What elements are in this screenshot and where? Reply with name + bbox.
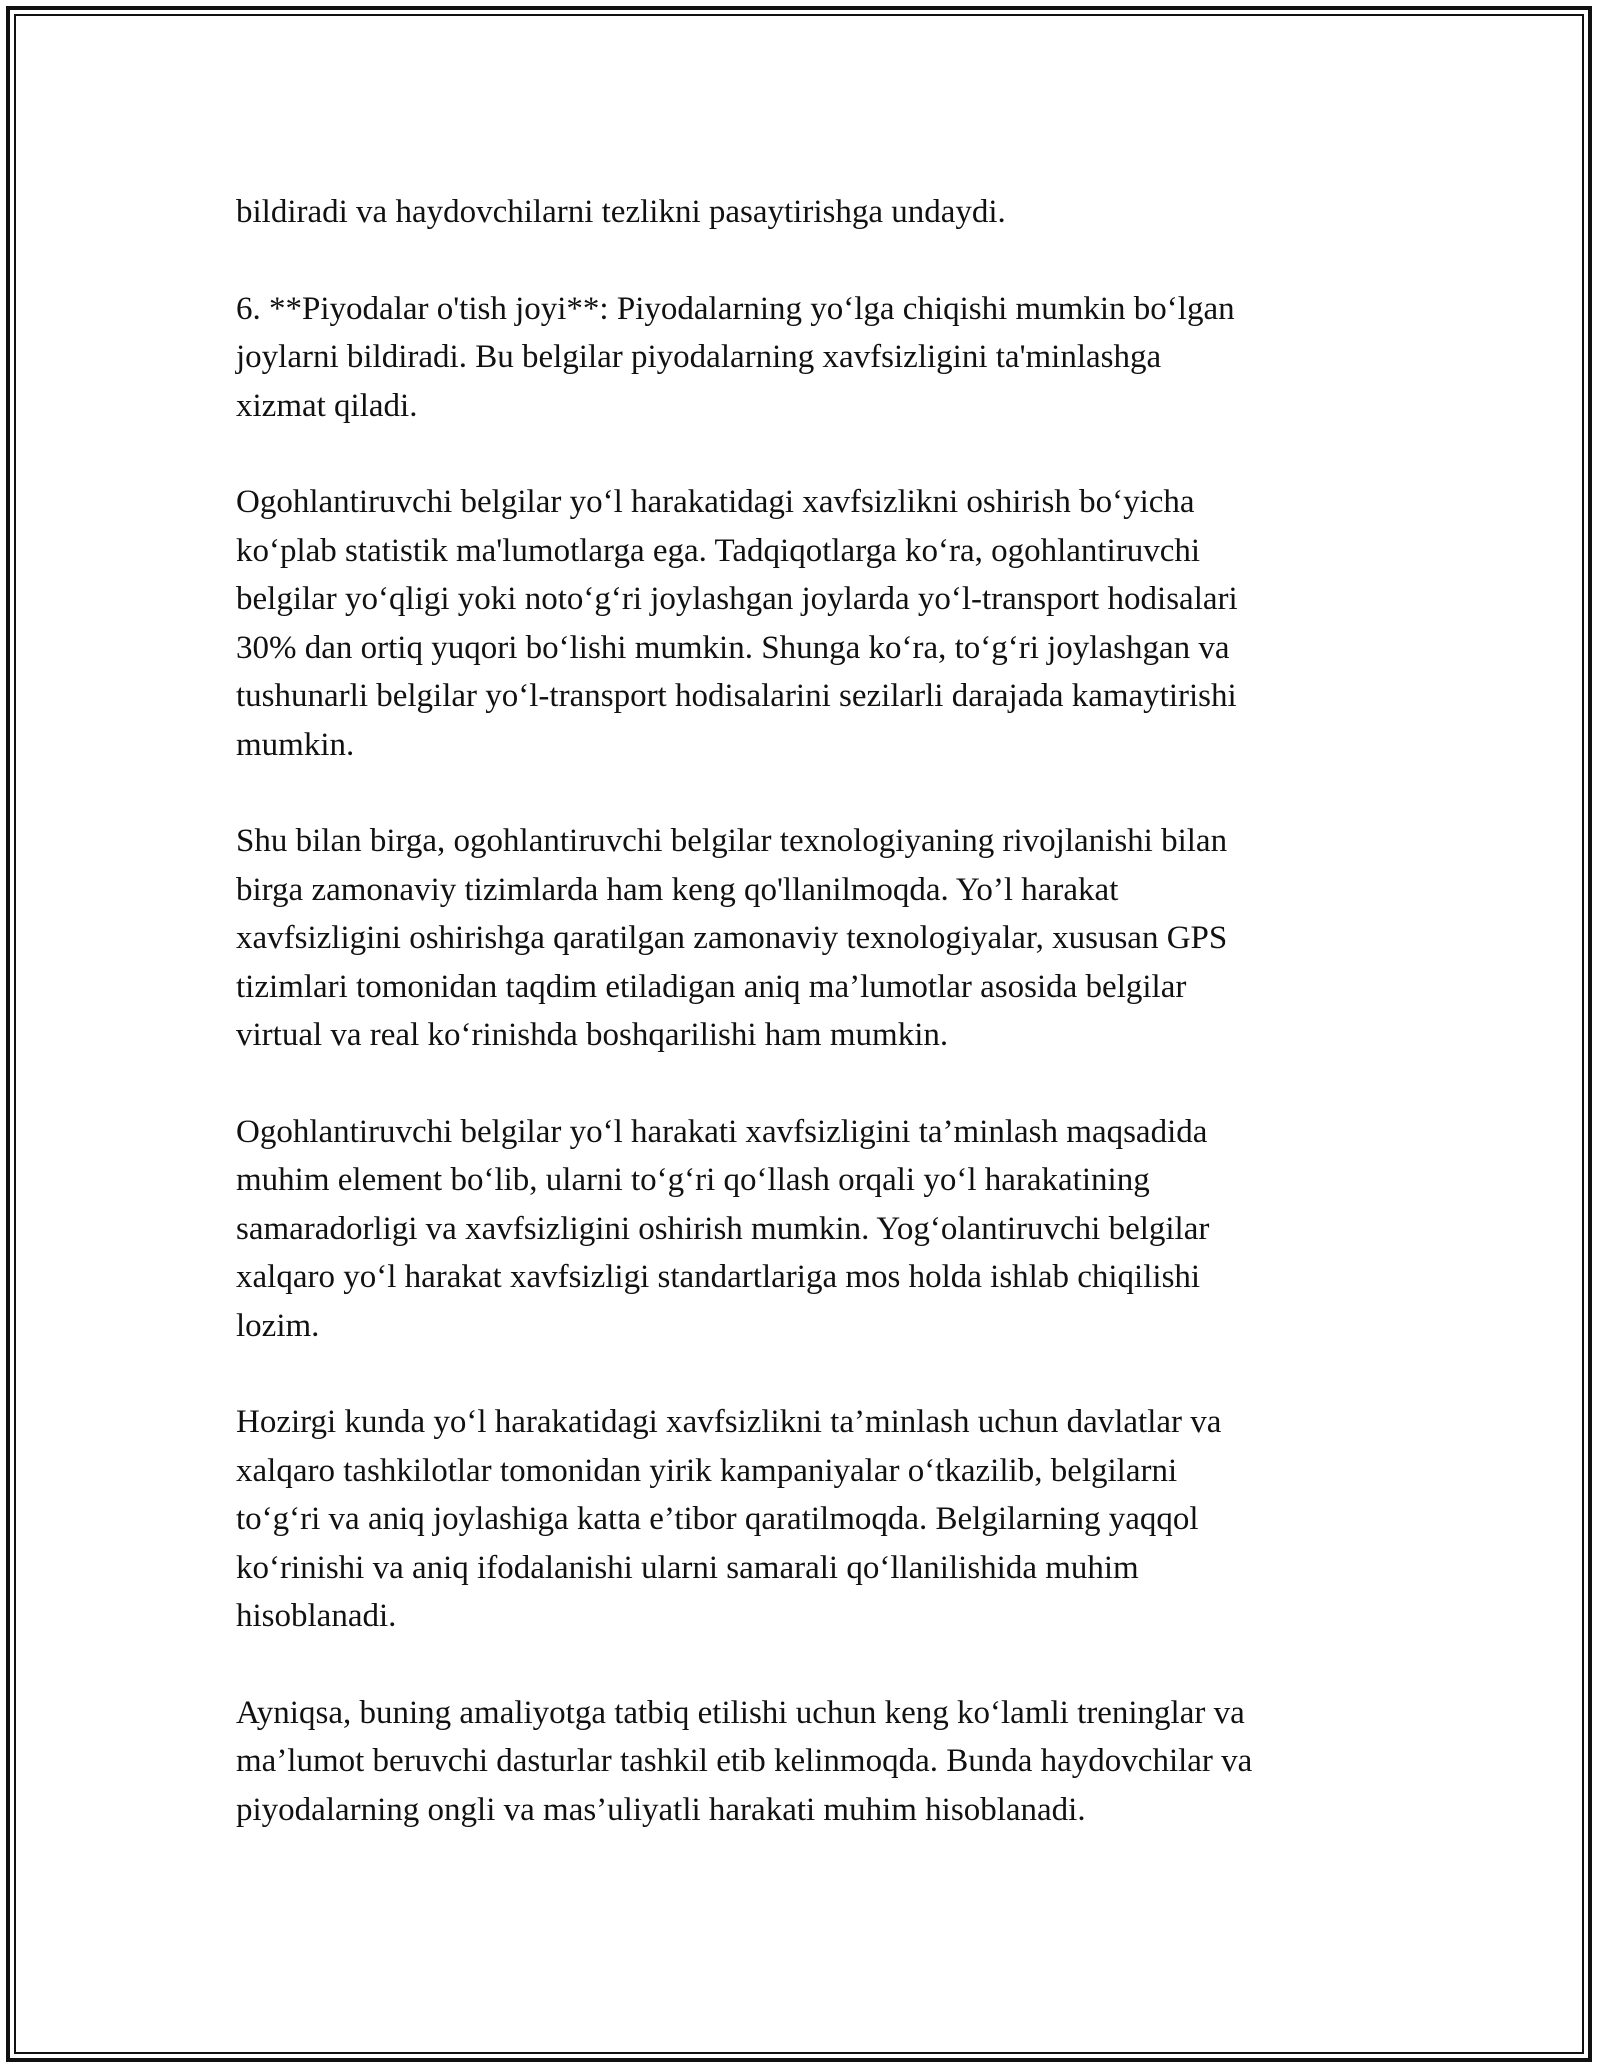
paragraph-7: Ayniqsa, buning amaliyotga tatbiq etilishi uchun keng ko‘lamli treninglar va ma’lumot beruvchi dasturlar tashkil etib kelinmoqda. Bunda haydovchilar va piyodalarning ongli va mas’uliyatli harakati muhim hisoblanadi.: [236, 1694, 1253, 1828]
paragraph-3: Ogohlantiruvchi belgilar yo‘l harakatidagi xavfsizlikni oshirish bo‘yicha ko‘plab statistik ma'lumotlarga ega. Tadqiqotlarga ko‘ra, ogohlantiruvchi belgilar yo‘qligi yoki noto‘g‘ri joylashgan joylarda yo‘l-transport hodisalari 30% dan ortiq yuqori bo‘lishi mumkin. Shunga ko‘ra, to‘g‘ri joylashgan va tushunarli belgilar yo‘l-transport hodisalarini sezilarli darajada kamaytirishi mumkin.: [236, 484, 1238, 763]
paragraph-2: 6. **Piyodalar o'tish joyi**: Piyodalarning yo‘lga chiqishi mumkin bo‘lgan joylarni bildiradi. Bu belgilar piyodalarning xavfsizligini ta'minlashga xizmat qiladi.: [236, 290, 1235, 424]
paragraph-4: Shu bilan birga, ogohlantiruvchi belgilar texnologiyaning rivojlanishi bilan birga zamonaviy tizimlarda ham keng qo'llanilmoqda. Yo’l harakat xavfsizligini oshirishga qaratilgan zamonaviy texnologiyalar, xususan GPS tizimlari tomonidan taqdim etiladigan aniq ma’lumotlar asosida belgilar virtual va real ko‘rinishda boshqarilishi ham mumkin.: [236, 823, 1228, 1053]
document-body: [236, 188, 1366, 1882]
paragraph-5: Ogohlantiruvchi belgilar yo‘l harakati xavfsizligini ta’minlash maqsadida muhim element bo‘lib, ularni to‘g‘ri qo‘llash orqali yo‘l harakatining samaradorligi va xavfsizligini oshirish mumkin. Yog‘olantiruvchi belgilar xalqaro yo‘l harakat xavfsizligi standartlariga mos holda ishlab chiqilishi lozim.: [236, 1113, 1210, 1344]
paragraph-1: bildiradi va haydovchilarni tezlikni pasaytirishga undaydi.: [236, 194, 1006, 230]
paragraph-6: Hozirgi kunda yo‘l harakatidagi xavfsizlikni ta’minlash uchun davlatlar va xalqaro tashkilotlar tomonidan yirik kampaniyalar o‘tkazilib, belgilarni to‘g‘ri va aniq joylashiga katta e’tibor qaratilmoqda. Belgilarning yaqqol ko‘rinishi va aniq ifodalanishi ularni samarali qo‘llanilishida muhim hisoblanadi.: [236, 1404, 1222, 1634]
